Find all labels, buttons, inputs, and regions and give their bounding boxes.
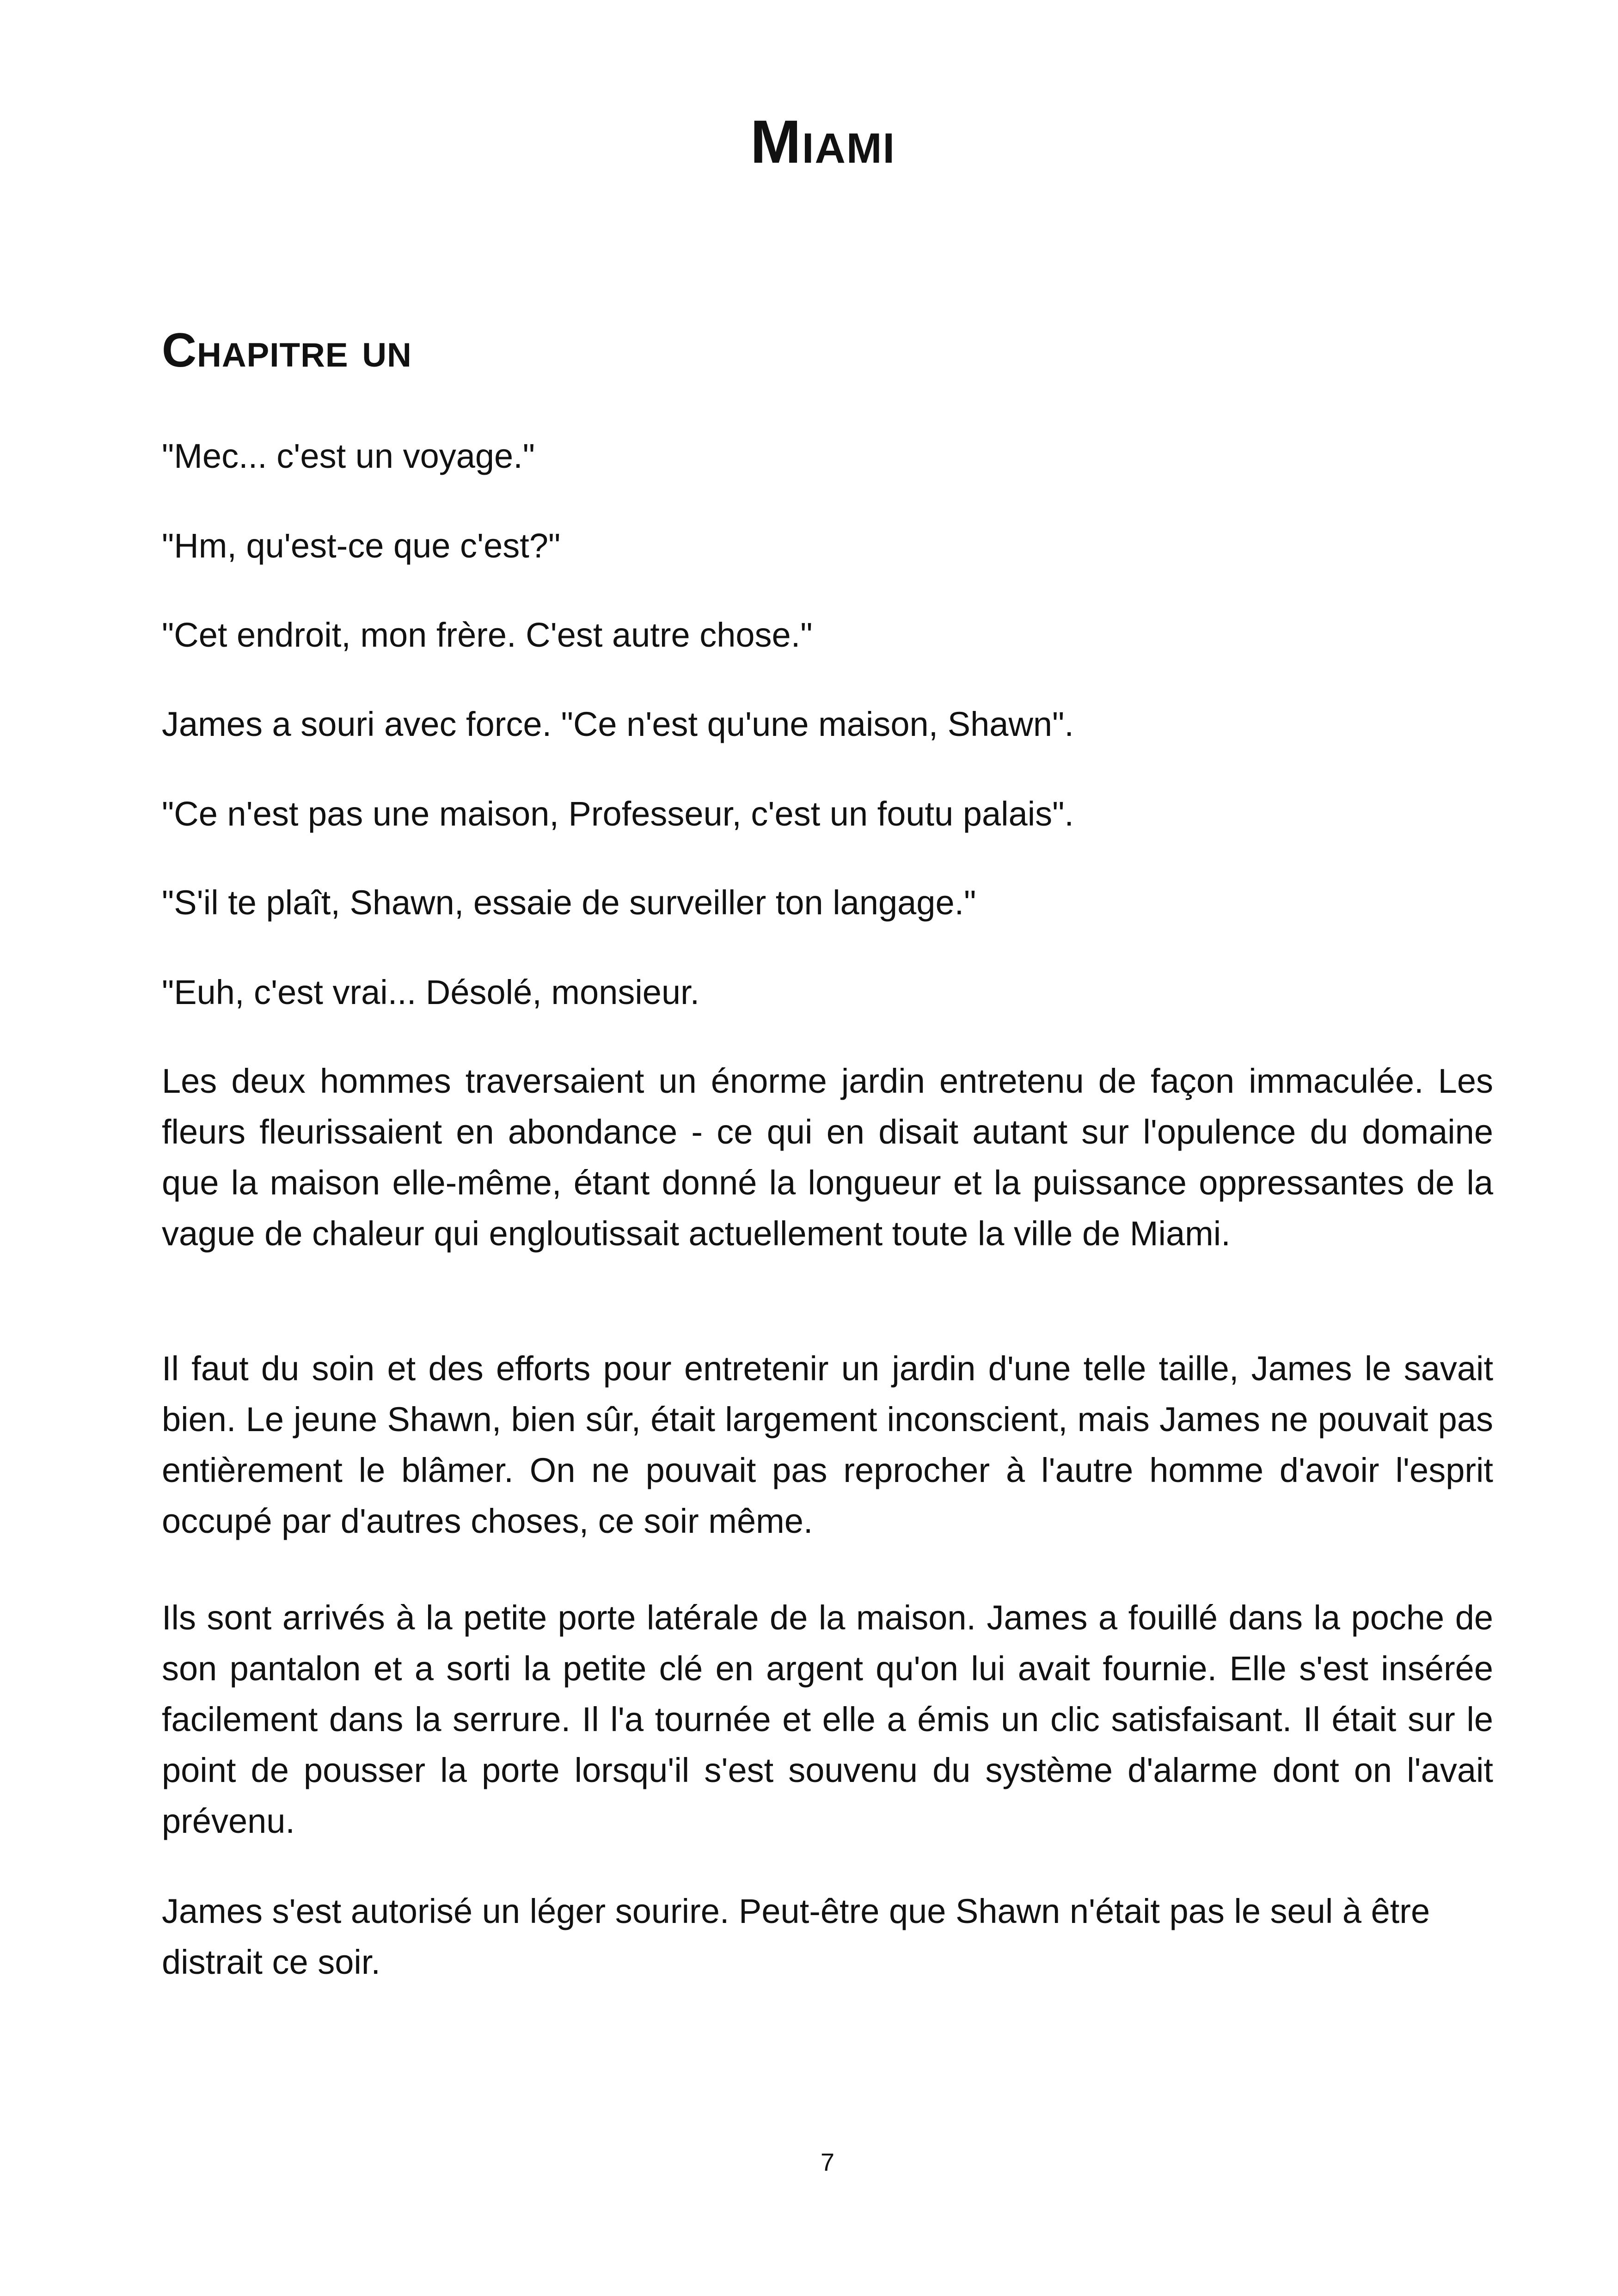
paragraph-1: "Mec... c'est un voyage." <box>162 437 535 475</box>
page-number: 7 <box>820 2149 835 2176</box>
paragraph-9: Il faut du soin et des efforts pour entretenir un jardin d'une telle taille, James le savait bien. Le jeune Shawn, bien sûr, était largement inconscient, mais James ne pouvait pas entièrement le blâmer. On ne pouvait pas reprocher à l'autre homme d'avoir l'esprit occupé par d'autres choses, ce soir même. <box>162 1349 1493 1540</box>
paragraph-5: "Ce n'est pas une maison, Professeur, c'est un foutu palais". <box>162 795 1074 833</box>
paragraph-2: "Hm, qu'est-ce que c'est?" <box>162 527 561 565</box>
paragraph-10: Ils sont arrivés à la petite porte latérale de la maison. James a fouillé dans la poche de son pantalon et a sorti la petite clé en argent qu'on lui avait fournie. Elle s'est insérée facilement dans la serrure. Il l'a tournée et elle a émis un clic satisfaisant. Il était sur le point de pousser la porte lorsqu'il s'est souvenu du système d'alarme dont on l'avait prévenu. <box>162 1598 1493 1840</box>
paragraph-8: Les deux hommes traversaient un énorme jardin entretenu de façon immaculée. Les fleurs fleurissaient en abondance - ce qui en disait autant sur l'opulence du domaine que la maison elle-même, étant donné la longueur et la puissance oppressantes de la vague de chaleur qui engloutissait actuellement toute la ville de Miami. <box>162 1062 1493 1253</box>
paragraph-11: James s'est autorisé un léger sourire. Peut-être que Shawn n'était pas le seul à être distrait ce soir. <box>162 1892 1430 1981</box>
paragraph-7: "Euh, c'est vrai... Désolé, monsieur. <box>162 973 700 1011</box>
chapter-title: Chapitre un <box>162 324 412 377</box>
paragraph-3: "Cet endroit, mon frère. C'est autre chose." <box>162 616 813 654</box>
book-title: Miami <box>750 108 896 176</box>
paragraph-6: "S'il te plaît, Shawn, essaie de surveiller ton langage." <box>162 883 976 922</box>
paragraph-4: James a souri avec force. "Ce n'est qu'une maison, Shawn". <box>162 705 1074 743</box>
